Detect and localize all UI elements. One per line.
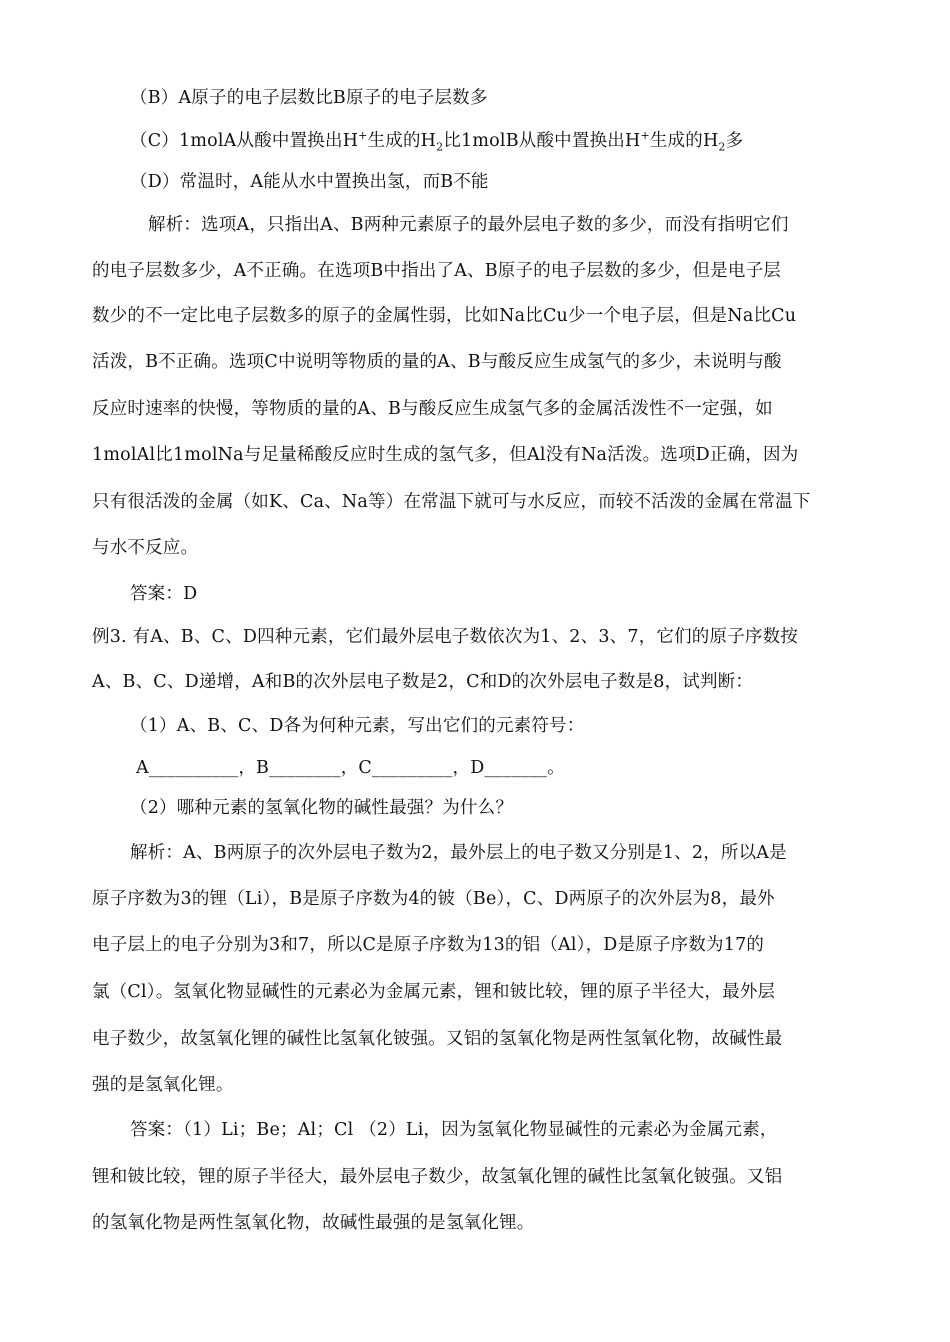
superscript: + <box>358 129 368 143</box>
analysis-line: 的电子层数多少，A不正确。在选项B中指出了A、B原子的电子层数的多少，但是电子层 <box>92 261 781 281</box>
subscript: 2 <box>718 140 726 154</box>
option-c-part: 生成的H <box>367 131 437 151</box>
analysis-line: 解析：选项A，只指出A、B两种元素原子的最外层电子数的多少，而没有指明它们 <box>148 215 789 235</box>
blanks-line: A__________，B________，C_________，D_______。 <box>136 758 565 778</box>
question-2: （2）哪种元素的氢氧化物的碱性最强？为什么？ <box>130 798 514 818</box>
analysis-line: 活泼，B不正确。选项C中说明等物质的量的A、B与酸反应生成氢气的多少，未说明与酸 <box>92 352 782 372</box>
answer-line: 答案：（1）Li；Be；Al；Cl （2）Li，因为氢氧化物显碱性的元素必为金属元素， <box>130 1120 778 1140</box>
analysis-line: 解析：A、B两原子的次外层电子数为2，最外层上的电子数又分别是1、2，所以A是 <box>130 843 787 863</box>
example-heading: 例3. 有A、B、C、D四种元素，它们最外层电子数依次为1、2、3、7，它们的原子序数按 <box>92 627 799 647</box>
option-c <box>130 129 743 153</box>
analysis-line: 只有很活泼的金属（如K、Ca、Na等）在常温下就可与水反应，而较不活泼的金属在常温下 <box>92 492 811 512</box>
option-d: （D）常温时，A能从水中置换出氢，而B不能 <box>130 172 489 192</box>
example-line: A、B、C、D递增，A和B的次外层电子数是2，C和D的次外层电子数是8，试判断： <box>92 672 754 692</box>
superscript: + <box>640 129 650 143</box>
answer-line: 的氢氧化物是两性氢氧化物，故碱性最强的是氢氧化锂。 <box>92 1213 535 1233</box>
subscript: 2 <box>436 140 444 154</box>
analysis-line: 电子数少，故氢氧化锂的碱性比氢氧化铍强。又铝的氢氧化物是两性氢氧化物，故碱性最 <box>92 1029 783 1049</box>
question-1: （1）A、B、C、D各为何种元素，写出它们的元素符号： <box>130 716 585 736</box>
option-c-part: 生成的H <box>649 131 719 151</box>
option-c-part: 比1molB从酸中置换出H <box>443 131 641 151</box>
analysis-line: 强的是氢氧化锂。 <box>92 1075 234 1095</box>
analysis-line: 原子序数为3的锂（Li），B是原子序数为4的铍（Be），C、D两原子的次外层为8，最外 <box>92 889 775 909</box>
analysis-line: 数少的不一定比电子层数多的原子的金属性弱，比如Na比Cu少一个电子层，但是Na比Cu <box>92 306 797 326</box>
option-b: （B）A原子的电子层数比B原子的电子层数多 <box>130 88 488 108</box>
answer-line: 答案：D <box>130 584 198 604</box>
answer-line: 锂和铍比较，锂的原子半径大，最外层电子数少，故氢氧化锂的碱性比氢氧化铍强。又铝 <box>92 1167 783 1187</box>
analysis-line: 反应时速率的快慢，等物质的量的A、B与酸反应生成氢气多的金属活泼性不一定强，如 <box>92 399 773 419</box>
analysis-line: 电子层上的电子分别为3和7，所以C是原子序数为13的铝（Al），D是原子序数为17的 <box>92 935 765 955</box>
analysis-line: 氯（Cl）。氢氧化物显碱性的元素必为金属元素，锂和铍比较，锂的原子半径大，最外层 <box>92 982 776 1002</box>
option-c-part: （C）1molA从酸中置换出H <box>130 131 359 151</box>
analysis-line: 1molAl比1molNa与足量稀酸反应时生成的氢气多，但Al没有Na活泼。选项D正确，因为 <box>92 445 799 465</box>
option-c-part: 多 <box>725 131 744 151</box>
analysis-line: 与水不反应。 <box>92 538 199 558</box>
